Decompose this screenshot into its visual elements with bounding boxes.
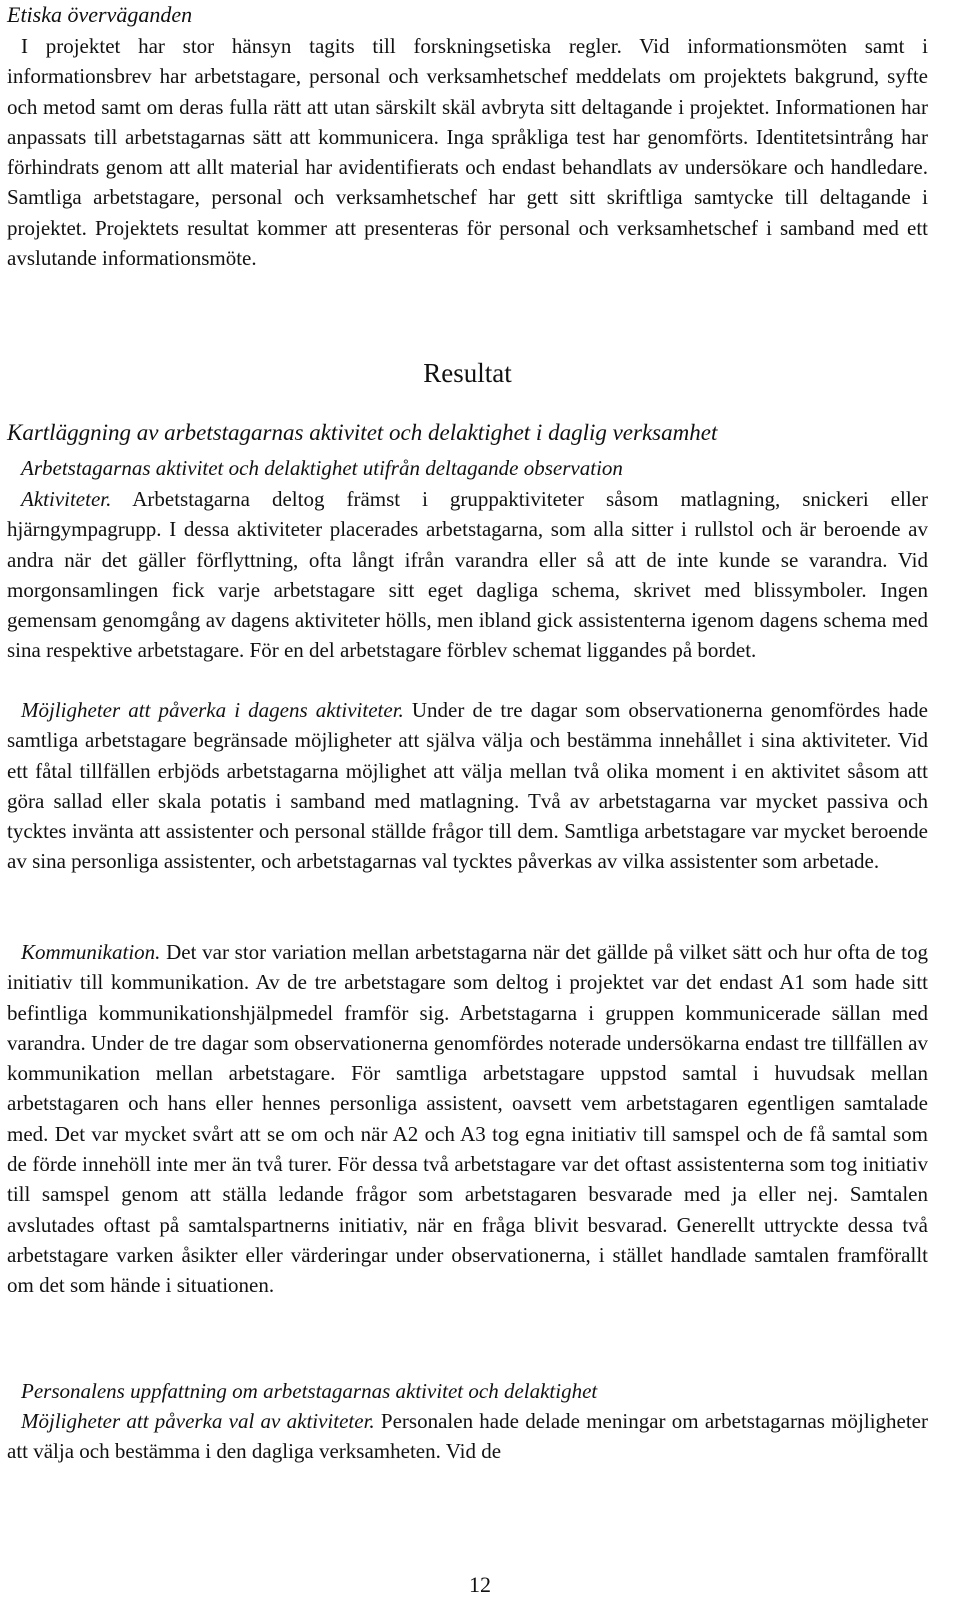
paragraph-activities	[7, 484, 928, 666]
paragraph-influence	[7, 695, 928, 877]
paragraph-activities-text: Arbetstagarna deltog främst i gruppaktiviteter såsom matlagning, snickeri eller hjärngympagrupp. I dessa aktiviteter placerades arbetstagarna, som alla sitter i rullstol och är beroende av andra när det gäller förflyttning, ofta långt ifrån varandra eller så att de inte kunde se varandra. Vid morgonsamlingen fick varje arbetstagare sitt eget dagliga schema, skrivet med blissymboler. Ingen gemensam genomgång av dagens aktiviteter hölls, men ibland gick assistenterna igenom dagens schema med sina respektive arbetstagare. För en del arbetstagare förblev schemat liggandes på bordet.	[7, 487, 928, 663]
heading-ethics: Etiska överväganden	[7, 2, 193, 27]
paragraph-communication	[7, 937, 928, 1301]
results-title: Resultat	[423, 358, 512, 388]
staff-heading: Personalens uppfattning om arbetstagarnas aktivitet och delaktighet	[21, 1379, 598, 1403]
paragraph-ethics: I projektet har stor hänsyn tagits till forskningsetiska regler. Vid informationsmöten samt i informationsbrev har arbetstagare, personal och verksamhetschef meddelats om projektets bakgrund, syfte och metod samt om deras fulla rätt att utan särskilt skäl avbryta sitt deltagande i projektet. Informationen har anpassats till arbetstagarnas sätt att kommunicera. Inga språkliga test har genomförts. Identitetsintrång har förhindrats genom att allt material har avidentifierats och endast behandlats av undersökare och handledare. Samtliga arbetstagare, personal och verksamhetschef har gett sitt skriftliga samtycke till deltagande i projektet. Projektets resultat kommer att presenteras för personal och verksamhetschef i samband med ett avslutande informationsmöte.	[7, 34, 928, 271]
paragraph-communication-text: Det var stor variation mellan arbetstagarna när det gällde på vilket sätt och hur ofta de tog initiativ till kommunikation. Av de tre arbetstagare som deltog i projektet var det endast A1 som hade sitt befintliga kommunikationshjälpmedel framför sig. Arbetstagarna i gruppen kommunicerade sällan med varandra. Under de tre dagar som observationerna genomfördes noterade undersökarna endast tre tillfällen av kommunikation mellan arbetstagare. För samtliga arbetstagare uppstod samtal i huvudsak mellan arbetstagaren och hans eller hennes personliga assistent, oavsett vem arbetstagaren egentligen samtalade med. Det var mycket svårt att se om och när A2 och A3 tog egna initiativ till samspel och de få samtal som de förde innehöll inte mer än två turer. För dessa två arbetstagare var det oftast assistenterna som tog initiativ till samspel genom att ställa ledande frågor som arbetstagaren besvarade med ja eller nej. Samtalen avslutades oftast på samtalspartnerns initiativ, när en fråga blivit besvarad. Generellt uttryckte dessa två arbetstagare varken åsikter eller värderingar under observationerna, i stället handlade samtalen framförallt om det som hände i situationen.	[7, 940, 928, 1298]
results-subheading: Kartläggning av arbetstagarnas aktivitet och delaktighet i daglig verksamhet	[7, 420, 718, 445]
paragraph-influence-text: Under de tre dagar som observationerna genomfördes hade samtliga arbetstagare begränsade möjligheter att själva välja och bestämma innehållet i sina aktiviteter. Vid ett fåtal tillfällen erbjöds arbetstagarna möjlighet att välja mellan två olika moment i en aktivitet såsom att göra sallad eller skala potatis i samband med matlagning. Två av arbetstagarna var mycket passiva och tycktes invänta att assistenter och personal ställde frågor till dem. Samtliga arbetstagare var mycket beroende av sina personliga assistenter, och arbetstagarnas val tycktes påverkas av vilka assistenter som arbetade.	[7, 698, 929, 874]
results-subsubheading: Arbetstagarnas aktivitet och delaktighet utifrån deltagande observation	[21, 456, 623, 480]
paragraph-staff-lead: Möjligheter att påverka val av aktiviteter.	[21, 1409, 375, 1433]
paragraph-influence-lead: Möjligheter att påverka i dagens aktiviteter.	[21, 698, 404, 722]
paragraph-staff	[7, 1406, 928, 1467]
paragraph-activities-lead: Aktiviteter.	[21, 487, 112, 511]
paragraph-communication-lead: Kommunikation.	[21, 940, 161, 964]
paragraph-staff-text: Personalen hade delade meningar om arbetstagarnas möjligheter att välja och bestämma i den dagliga verksamheten. Vid de	[7, 1409, 928, 1464]
page-number: 12	[469, 1572, 491, 1597]
